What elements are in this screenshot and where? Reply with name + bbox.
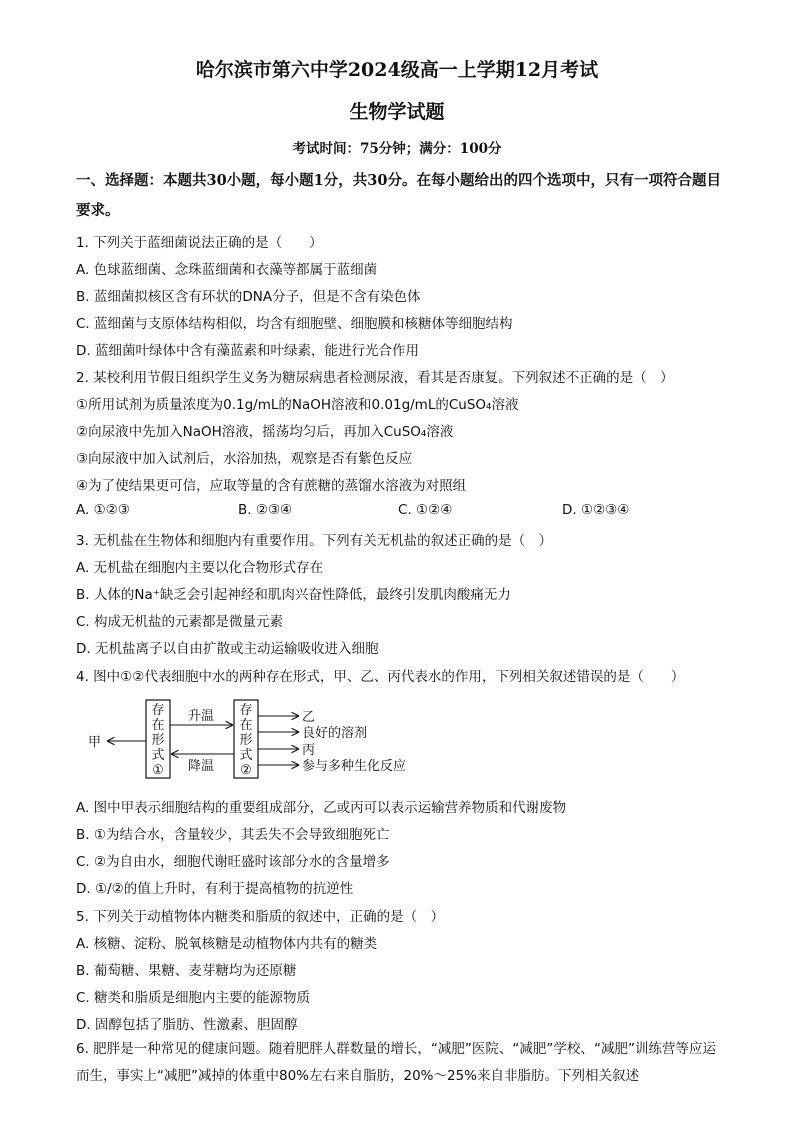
exam-title: 哈尔滨市第六中学2024级高一上学期12月考试 [195, 59, 599, 81]
question-1-option-a: A. 色球蓝细菌、念珠蓝细菌和衣藻等都属于蓝细菌 [76, 262, 378, 278]
question-2-statement-3: ③向尿液中加入试剂后，水浴加热，观察是否有紫色反应 [76, 451, 413, 467]
label-bing: 丙 [302, 743, 316, 758]
question-4-option-c: C. ②为自由水，细胞代谢旺盛时该部分水的含量增多 [76, 854, 390, 870]
exam-subtitle: 生物学试题 [349, 101, 445, 123]
section-heading: 一、选择题：本题共30小题，每小题1分，共30分。在每小题给出的四个选项中，只有一项符合题目要求。 [76, 172, 721, 219]
label-yi: 乙 [302, 710, 316, 725]
question-2-statement-4: ④为了使结果更可信，应取等量的含有蔗糖的蒸馏水溶液为对照组 [76, 478, 467, 494]
box1-char-1: 存 [151, 703, 165, 718]
question-1-option-d: D. 蓝细菌叶绿体中含有藻蓝素和叶绿素，能进行光合作用 [76, 343, 419, 359]
question-1-stem: 1. 下列关于蓝细菌说法正确的是（ ） [76, 235, 323, 251]
question-5-stem: 5. 下列关于动植物体内糖类和脂质的叙述中，正确的是（ ） [76, 909, 445, 925]
box1-char-4: 式 [151, 748, 165, 763]
exam-info: 考试时间：75分钟；满分：100分 [292, 141, 502, 157]
box1-char-5: ① [152, 763, 164, 778]
question-5-option-d: D. 固醇包括了脂肪、性激素、胆固醇 [76, 1017, 298, 1033]
label-solvent: 良好的溶剂 [302, 726, 368, 741]
arrow-heat-up-label: 升温 [187, 709, 215, 724]
question-5-option-b: B. 葡萄糖、果糖、麦芽糖均为还原糖 [76, 963, 297, 979]
question-2-option-c: C. ①②④ [398, 502, 453, 518]
question-4-option-d: D. ①/②的值上升时，有利于提高植物的抗逆性 [76, 881, 354, 897]
question-1-option-b: B. 蓝细菌拟核区含有环状的DNA分子，但是不含有染色体 [76, 289, 421, 305]
box2-char-4: 式 [239, 748, 253, 763]
box2-char-5: ② [240, 763, 252, 778]
question-3-option-b: B. 人体的Na⁺缺乏会引起神经和肌肉兴奋性降低，最终引发肌肉酸痛无力 [76, 587, 511, 603]
question-1-option-c: C. 蓝细菌与支原体结构相似，均含有细胞壁、细胞膜和核糖体等细胞结构 [76, 316, 513, 332]
box2-char-3: 形 [239, 733, 253, 748]
question-4-option-b: B. ①为结合水，含量较少，其丢失不会导致细胞死亡 [76, 827, 390, 843]
water-forms-diagram [86, 695, 426, 785]
question-3-option-c: C. 构成无机盐的元素都是微量元素 [76, 614, 284, 630]
question-5-option-c: C. 糖类和脂质是细胞内主要的能源物质 [76, 990, 311, 1006]
question-3-option-a: A. 无机盐在细胞内主要以化合物形式存在 [76, 560, 324, 576]
question-2-statement-2: ②向尿液中先加入NaOH溶液，摇荡均匀后，再加入CuSO₄溶液 [76, 424, 454, 440]
box2-char-2: 在 [239, 718, 253, 733]
question-2-option-a: A. ①②③ [76, 502, 130, 518]
question-2-option-d: D. ①②③④ [562, 502, 630, 518]
question-3-option-d: D. 无机盐离子以自由扩散或主动运输吸收进入细胞 [76, 641, 379, 657]
label-reactions: 参与多种生化反应 [302, 759, 407, 774]
box1-char-3: 形 [151, 733, 165, 748]
question-4-stem: 4. 图中①②代表细胞中水的两种存在形式，甲、乙、丙代表水的作用，下列相关叙述错误的是（ ） [76, 669, 685, 685]
arrow-cool-down-label: 降温 [187, 759, 215, 774]
question-5-option-a: A. 核糖、淀粉、脱氧核糖是动植物体内共有的糖类 [76, 936, 378, 952]
question-6-stem: 6. 肥胖是一种常见的健康问题。随着肥胖人群数量的增长，“减肥”医院、“减肥”学校、“减肥”训练营等应运而生，事实上“减肥”减掉的体重中80%左右来自脂肪，20%～25%来自非脂肪。下列相关叙述 [76, 1041, 716, 1084]
question-2-statement-1: ①所用试剂为质量浓度为0.1g/mL的NaOH溶液和0.01g/mL的CuSO₄溶液 [76, 397, 519, 413]
question-4-option-a: A. 图中甲表示细胞结构的重要组成部分，乙或丙可以表示运输营养物质和代谢废物 [76, 800, 567, 816]
question-2-stem: 2. 某校利用节假日组织学生义务为糖尿病患者检测尿液，看其是否康复。下列叙述不正确的是（ ） [76, 370, 674, 386]
question-2-option-b: B. ②③④ [238, 502, 293, 518]
label-jia: 甲 [88, 735, 102, 750]
box2-char-1: 存 [239, 703, 253, 718]
box1-char-2: 在 [151, 718, 165, 733]
question-3-stem: 3. 无机盐在生物体和细胞内有重要作用。下列有关无机盐的叙述正确的是（ ） [76, 533, 553, 549]
